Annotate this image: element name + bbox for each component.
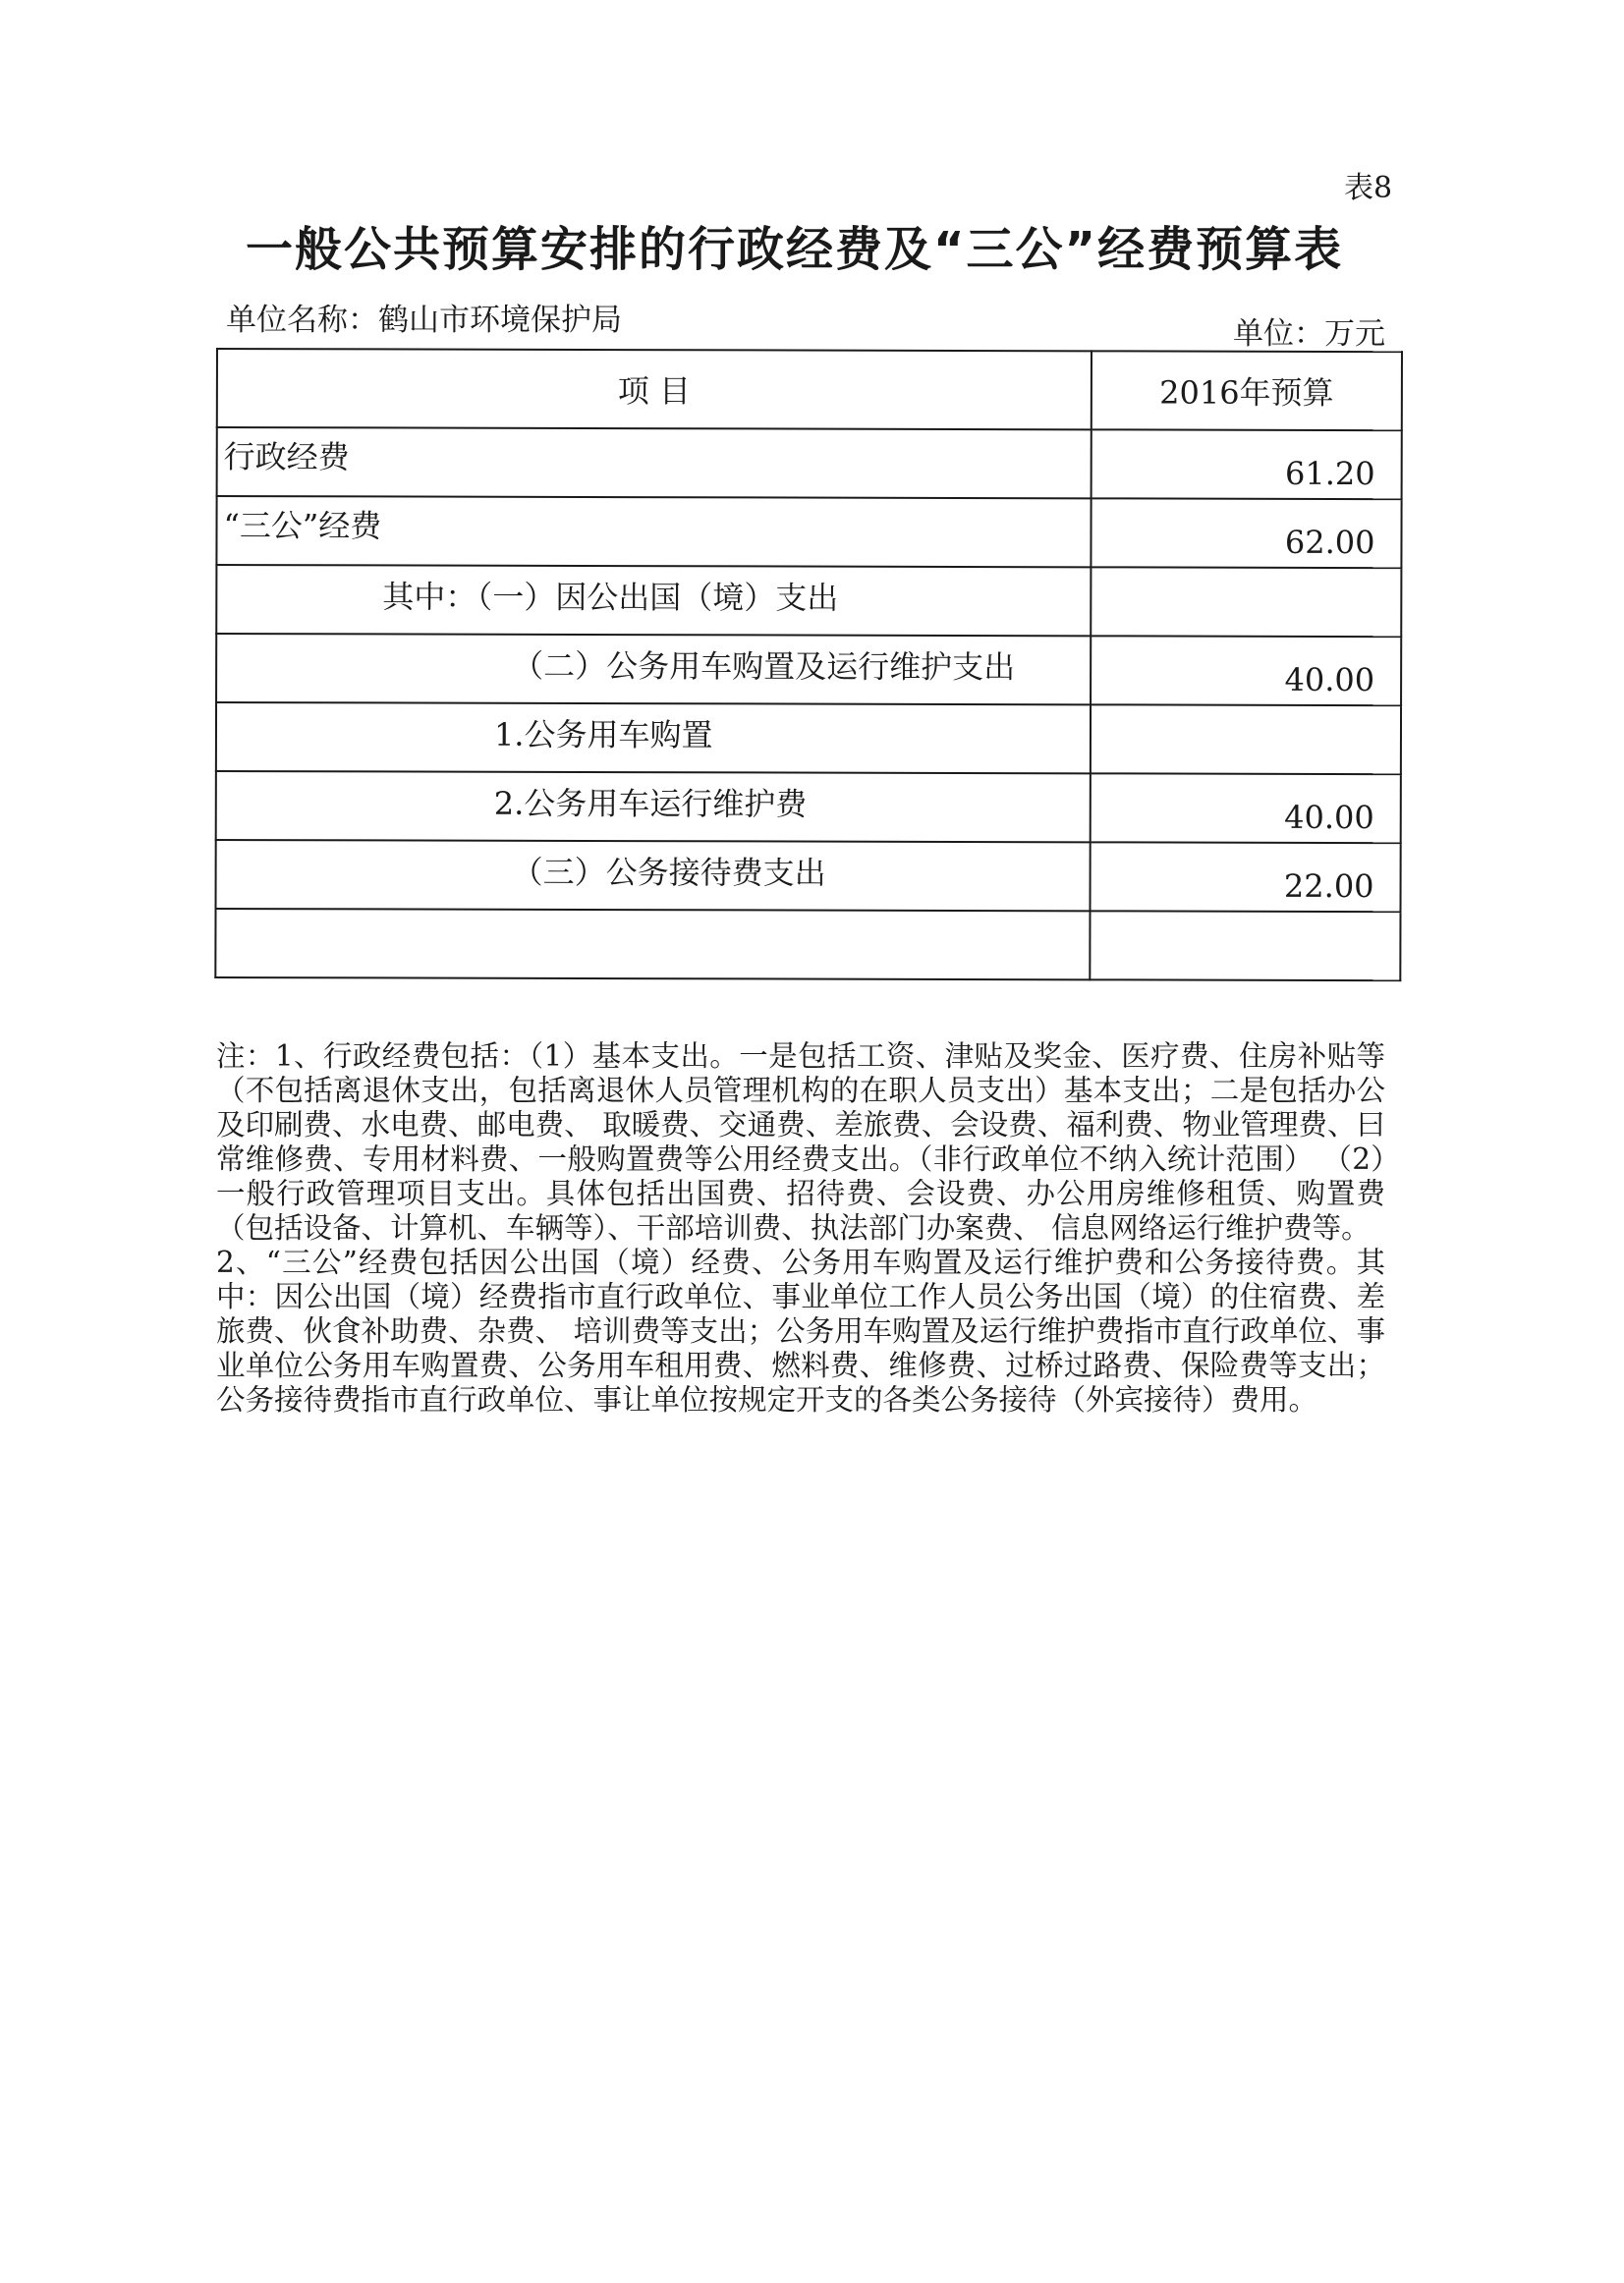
- page-title: 一般公共预算安排的行政经费及“三公”经费预算表: [246, 222, 1344, 277]
- row-amount: 40.00: [1091, 773, 1401, 843]
- header-item: 项 目: [217, 349, 1092, 429]
- unit-name: 单位名称：鹤山市环境保护局: [226, 303, 622, 338]
- budget-table: [214, 348, 1403, 981]
- table-row: [216, 702, 1401, 774]
- table-row-empty: [215, 909, 1400, 980]
- table-row: [216, 771, 1401, 843]
- row-label: （三）公务接待费支出: [216, 840, 1091, 911]
- table-row: [216, 496, 1401, 568]
- row-label: （二）公务用车购置及运行维护支出: [216, 634, 1091, 704]
- row-amount: [1091, 704, 1401, 774]
- row-amount: 22.00: [1091, 842, 1401, 912]
- row-amount: 61.20: [1092, 429, 1402, 499]
- table-header-row: [217, 349, 1402, 430]
- table-row: [217, 427, 1402, 499]
- row-amount: 62.00: [1091, 498, 1401, 568]
- row-label: 1.公务用车购置: [216, 702, 1091, 773]
- table-row: [216, 840, 1401, 912]
- row-amount: 40.00: [1091, 636, 1401, 705]
- unit-measure: 单位：万元: [1233, 316, 1385, 352]
- table-row: [216, 565, 1401, 637]
- header-budget-2016: 2016年预算: [1092, 351, 1402, 430]
- notes: [216, 1039, 1385, 1418]
- row-label: 2.公务用车运行维护费: [216, 771, 1091, 842]
- row-amount: [1091, 567, 1401, 637]
- row-label: “三公”经费: [216, 496, 1091, 567]
- table-row: [216, 634, 1401, 705]
- table-number: 表8: [1344, 171, 1393, 205]
- row-label: [215, 909, 1090, 979]
- row-label: 行政经费: [217, 427, 1092, 498]
- note-1: 注：1、行政经费包括：（1）基本支出。一是包括工资、津贴及奖金、医疗费、住房补贴等（不包括离退休支出，包括离退休人员管理机构的在职人员支出）基本支出；二是包括办公及印刷费、水电费、邮电费、 取暖费、交通费、差旅费、会设费、福利费、物业管理费、曰常维修费、专用材料费、一般购置费等公用经费支出。（非行政单位不纳入统计范围） （2）一般行政管理项目支出。具体包括出国费、招待费、会设费、办公用房维修租赁、购置费（包括设备、计算机、车辆等）、干部培训费、执法部门办案费、 信息网络运行维护费等。: [216, 1039, 1385, 1245]
- note-2: 2、“三公”经费包括因公出国（境）经费、公务用车购置及运行维护费和公务接待费。其中：因公出国（境）经费指市直行政单位、事业单位工作人员公务出国（境）的住宿费、差旅费、伙食补助费、杂费、 培训费等支出；公务用车购置及运行维护费指市直行政单位、事业单位公务用车购置费、公务用车租用费、燃料费、维修费、过桥过路费、保险费等支出；公务接待费指市直行政单位、事让单位按规定开支的各类公务接待（外宾接待）费用。: [216, 1246, 1385, 1417]
- row-amount: [1090, 911, 1400, 980]
- row-label: 其中：（一）因公出国（境）支出: [216, 565, 1091, 636]
